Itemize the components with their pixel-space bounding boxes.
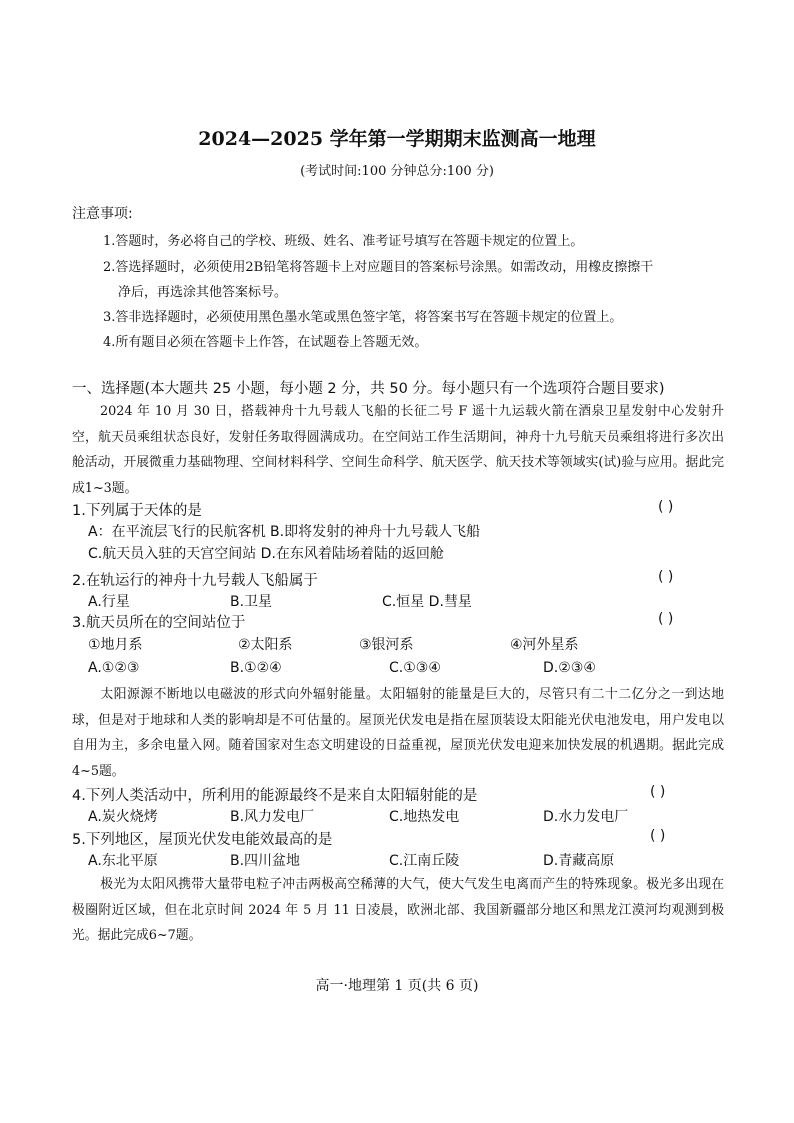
notice-item: 净后，再选涂其他答案标号。 — [118, 285, 288, 300]
option-d: D.水力发电厂 — [543, 809, 629, 825]
option-a: A.东北平原 — [88, 853, 158, 869]
notice-item: 3.答非选择题时，必须使用黑色墨水笔或黑色签字笔，将答案书写在答题卡规定的位置上。 — [103, 310, 623, 325]
option-b: B.风力发电厂 — [230, 809, 315, 825]
answer-blank: ( ) — [650, 828, 666, 844]
option-a: A.行星 — [88, 594, 130, 610]
notice-item: 1.答题时，务必将自己的学校、班级、姓名、准考证号填写在答题卡规定的位置上。 — [103, 234, 584, 249]
option-c: C.①③④ — [389, 660, 441, 676]
question-options: A：在平流层飞行的民航客机 B.即将发射的神舟十九号载人飞船 — [88, 524, 481, 540]
reading-passage — [72, 399, 724, 501]
question-stem: 5.下列地区，屋顶光伏发电能效最高的是 — [72, 832, 333, 848]
notice-item: 2.答选择题时，必须使用2B铅笔将答题卡上对应题目的答案标号涂黑。如需改动，用橡皮擦擦干 — [103, 260, 654, 275]
question-stem: 1.下列属于天体的是 — [72, 503, 202, 519]
notice-item: 4.所有题目必须在答题卡上作答，在试题卷上答题无效。 — [103, 335, 428, 350]
answer-blank: ( ) — [650, 784, 666, 800]
answer-blank: ( ) — [658, 569, 674, 585]
page-footer: 高一·地理第 1 页(共 6 页) — [315, 978, 479, 994]
statement-item: ③银河系 — [359, 637, 414, 653]
statement-item: ④河外星系 — [510, 637, 579, 653]
question-stem: 3.航天员所在的空间站位于 — [72, 615, 246, 631]
option-a: A.炭火烧烤 — [88, 809, 158, 825]
option-d: D.②③④ — [543, 660, 596, 676]
answer-blank: ( ) — [658, 499, 674, 515]
question-options: C.航天员入驻的天宫空间站 D.在东风着陆场着陆的返回舱 — [88, 546, 444, 562]
exam-title: 2024—2025 学年第一学期期末监测高一地理 — [198, 128, 596, 150]
question-stem: 4.下列人类活动中，所利用的能源最终不是来自太阳辐射能的是 — [72, 788, 478, 804]
option-c: C.江南丘陵 — [389, 853, 460, 869]
statement-item: ②太阳系 — [238, 637, 293, 653]
option-b: B.①②④ — [230, 660, 282, 676]
reading-passage — [72, 682, 724, 784]
statement-item: ①地月系 — [88, 637, 143, 653]
option-d: D.青藏高原 — [543, 853, 615, 869]
option-c: C.地热发电 — [389, 809, 460, 825]
option-cd: C.恒星 D.彗星 — [382, 594, 472, 610]
question-stem: 2.在轨运行的神舟十九号载人飞船属于 — [72, 573, 318, 589]
option-a: A.①②③ — [88, 660, 140, 676]
passage-text: 太阳源源不断地以电磁波的形式向外辐射能量。太阳辐射的能量是巨大的，尽管只有二十二亿分之一到达地球，但是对于地球和人类的影响却是不可估量的。屋顶光伏发电是指在屋顶装设太阳能光伏电池发电，用户发电以自用为主，多余电量入网。随着国家对生态文明建设的日益重视，屋顶光伏发电迎来加快发展的机遇期。据此完成4~5题。 — [72, 687, 724, 779]
section-heading: 一、选择题(本大题共 25 小题，每小题 2 分，共 50 分。每小题只有一个选项符合题目要求) — [72, 381, 665, 397]
reading-passage — [72, 872, 724, 949]
notice-heading: 注意事项: — [72, 206, 133, 222]
passage-text: 2024 年 10 月 30 日，搭载神舟十九号载人飞船的长征二号 F 遥十九运载火箭在酒泉卫星发射中心发射升空，航天员乘组状态良好，发射任务取得圆满成功。在空间站工作生活期间，神舟十九号航天员乘组将进行多次出舱活动，开展微重力基础物理、空间材料科学、空间生命科学、航天医学、航天技术等领域实(试)验与应用。据此完成1~3题。 — [72, 404, 724, 496]
passage-text: 极光为太阳风携带大量带电粒子冲击两极高空稀薄的大气，使大气发生电离而产生的特殊现象。极光多出现在极圈附近区域，但在北京时间 2024 年 5 月 11 日凌晨，欧洲北部、我国新疆部分地区和黑龙江漠河均观测到极光。据此完成6~7题。 — [72, 877, 724, 943]
answer-blank: ( ) — [658, 611, 674, 627]
exam-subtitle: (考试时间:100 分钟总分:100 分) — [300, 164, 494, 179]
option-b: B.四川盆地 — [230, 853, 301, 869]
option-b: B.卫星 — [230, 594, 273, 610]
